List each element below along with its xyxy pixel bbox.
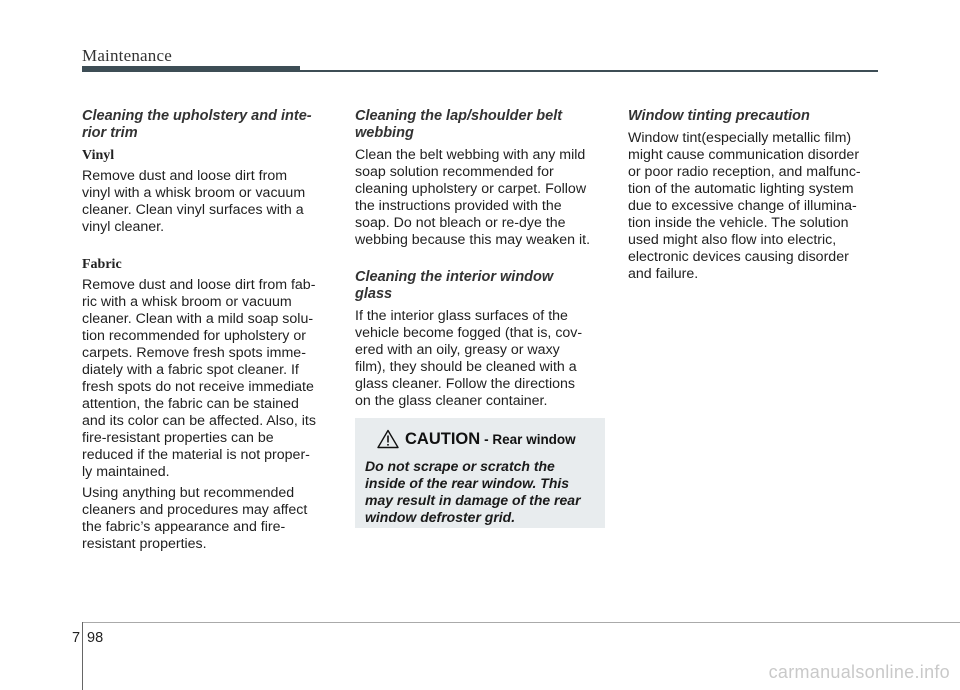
glass-heading — [355, 269, 605, 303]
text-line: cleaning upholstery or carpet. Follow — [355, 181, 587, 197]
upholstery-heading-line: rior trim — [82, 125, 138, 141]
section-title: Maintenance — [82, 46, 172, 65]
text-line: the instructions provided with the — [355, 198, 562, 214]
chapter-number: 7 — [72, 630, 81, 646]
text-line: If the interior glass surfaces of the — [355, 308, 568, 324]
text-line: vinyl with a whisk broom or vacuum — [82, 185, 306, 201]
text-line: window defroster grid. — [365, 509, 516, 525]
caution-subtitle: - Rear window — [484, 431, 576, 447]
text-line: ly maintained. — [82, 464, 170, 480]
footer-rule — [82, 622, 960, 623]
fabric-paragraph-2 — [82, 485, 335, 553]
text-line: soap. Do not bleach or re-dye the — [355, 215, 566, 231]
text-line: fresh spots do not receive immediate — [82, 379, 314, 395]
text-line: ered with an oily, greasy or waxy — [355, 342, 560, 358]
text-line: on the glass cleaner container. — [355, 393, 548, 409]
text-line: tion recommended for upholstery or — [82, 328, 306, 344]
caution-header — [365, 428, 596, 450]
footer-divider — [82, 622, 83, 690]
text-line: attention, the fabric can be stained — [82, 396, 299, 412]
text-line: and its color can be affected. Also, its — [82, 413, 316, 429]
text-line: webbing because this may weaken it. — [355, 232, 591, 248]
glass-paragraph — [355, 308, 605, 410]
text-line: glass cleaner. Follow the directions — [355, 376, 576, 392]
text-line: and failure. — [628, 266, 699, 282]
text-line: the fabric’s appearance and fire- — [82, 519, 286, 535]
watermark: carmanualsonline.info — [768, 662, 950, 682]
text-line: might cause communication disorder — [628, 147, 860, 163]
fabric-paragraph — [82, 277, 335, 481]
page-number: 98 — [87, 630, 104, 646]
glass-heading-line: Cleaning the interior window — [355, 269, 554, 285]
header-rule-thin — [300, 70, 878, 72]
text-line: Remove dust and loose dirt from — [82, 168, 288, 184]
text-line: Window tint(especially metallic film) — [628, 130, 852, 146]
text-line: Clean the belt webbing with any mild — [355, 147, 586, 163]
text-line: electronic devices causing disorder — [628, 249, 849, 265]
upholstery-heading — [82, 108, 335, 142]
caution-box — [355, 418, 605, 528]
text-line: cleaner. Clean with a mild soap solu- — [82, 311, 314, 327]
text-line: fire-resistant properties can be — [82, 430, 274, 446]
column-window-tint — [628, 108, 878, 283]
text-line: inside of the rear window. This — [365, 475, 570, 491]
text-line: resistant properties. — [82, 536, 207, 552]
caution-label: CAUTION — [405, 429, 481, 448]
text-line: soap solution recommended for — [355, 164, 554, 180]
fabric-subheading: Fabric — [82, 257, 122, 272]
caution-text — [365, 458, 596, 526]
column-upholstery — [82, 108, 335, 553]
glass-heading-line: glass — [355, 286, 393, 302]
text-line: tion inside the vehicle. The solution — [628, 215, 849, 231]
warning-triangle-icon — [377, 429, 399, 449]
vinyl-paragraph — [82, 168, 335, 236]
text-line: Do not scrape or scratch the — [365, 458, 555, 474]
text-line: or poor radio reception, and malfunc- — [628, 164, 861, 180]
tint-paragraph — [628, 130, 878, 283]
text-line: tion of the automatic lighting system — [628, 181, 854, 197]
text-line: used might also flow into electric, — [628, 232, 837, 248]
text-line: vehicle become fogged (that is, cov- — [355, 325, 583, 341]
text-line: cleaner. Clean vinyl surfaces with a — [82, 202, 304, 218]
text-line: Remove dust and loose dirt from fab- — [82, 277, 316, 293]
column-belt-glass — [355, 108, 605, 410]
text-line: reduced if the material is not proper- — [82, 447, 310, 463]
text-line: cleaners and procedures may affect — [82, 502, 308, 518]
belt-heading-line: Cleaning the lap/shoulder belt — [355, 108, 563, 124]
text-line: diately with a fabric spot cleaner. If — [82, 362, 299, 378]
vinyl-subheading: Vinyl — [82, 148, 115, 163]
upholstery-heading-line: Cleaning the upholstery and inte- — [82, 108, 312, 124]
text-line: may result in damage of the rear — [365, 492, 581, 508]
belt-paragraph — [355, 147, 605, 249]
text-line: ric with a whisk broom or vacuum — [82, 294, 292, 310]
text-line: Using anything but recommended — [82, 485, 295, 501]
text-line: vinyl cleaner. — [82, 219, 165, 235]
belt-heading — [355, 108, 605, 142]
tint-heading: Window tinting precaution — [628, 108, 810, 124]
belt-heading-line: webbing — [355, 125, 414, 141]
header-rule-thick — [82, 66, 300, 72]
text-line: due to excessive change of illumina- — [628, 198, 857, 214]
text-line: carpets. Remove fresh spots imme- — [82, 345, 306, 361]
text-line: film), they should be cleaned with a — [355, 359, 577, 375]
